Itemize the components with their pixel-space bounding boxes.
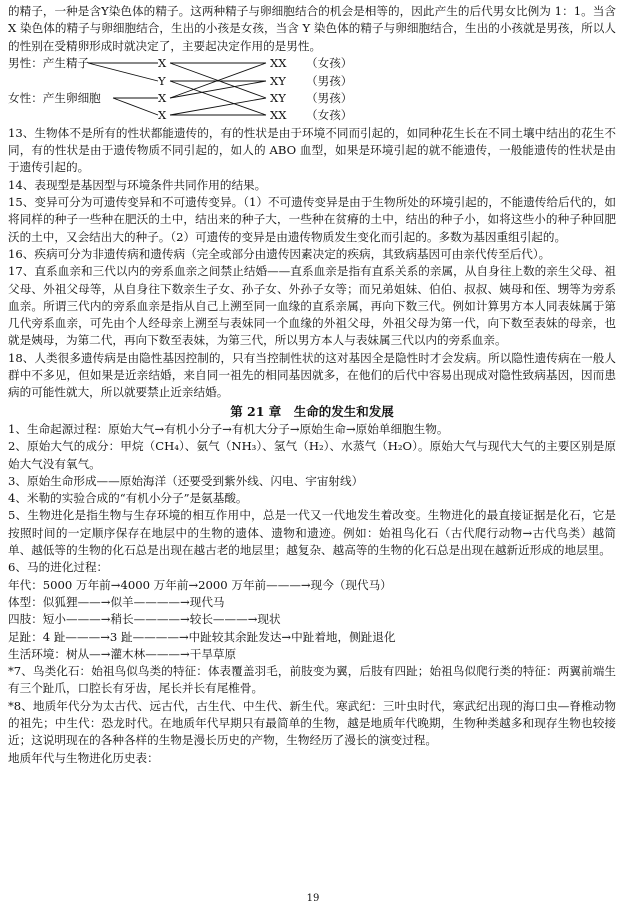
document-page — [8, 3, 616, 767]
genotype-1: XX — [270, 55, 287, 70]
paragraph-15: 15、变异可分为可遗传变异和不可遗传变异。（1）不可遗传变异是由于生物所处的环境引起的，不能遗传给后代的，如将同样的种子一些种在肥沃的土中，结出来的种子大，一些种在贫瘠的土中，结出的种子小，如将这些小的种子种回肥沃的土中，又会结出大的种子。（2）可遗传的变异是由遗传物质发生变化而引起的。多数为基因重组引起的。 — [8, 195, 616, 244]
horse-toes-line: 足趾：4 趾———→3 趾————→中趾较其余趾发达→中趾着地，侧趾退化 — [8, 629, 396, 644]
item-3: 3、原始生命形成——原始海洋（还要受到紫外线、闪电、宇宙射线） — [8, 473, 364, 488]
item-1: 1、生命起源过程：原始大气→有机小分子→有机大分子→原始生命→原始单细胞生物。 — [8, 421, 449, 436]
page-number: 19 — [306, 893, 320, 904]
egg-x-1: X — [158, 90, 167, 105]
item-2: 2、原始大气的成分：甲烷（CH₄）、氨气（NH₃）、氢气（H₂）、水蒸气（H₂O）。原始大气与现代大气的主要区别是原始大气没有氧气。 — [8, 439, 616, 471]
horse-era-line: 年代：5000 万年前→4000 万年前→2000 万年前———→现今（现代马） — [8, 577, 392, 592]
sperm-y: Y — [158, 73, 166, 88]
item-5: 5、生物进化是指生物与生存环境的相互作用中，总是一代又一代地发生着改变。生物进化的最直接证据是化石，它是按照时间的一定顺序保存在地层中的生物的遗体、遗物和遗迹。例如：始祖鸟化石（古代爬行动物→古代鸟类）越简单、越低等的生物的化石总是出现在越古老的地层里；越复杂、越高等的生物的化石总是出现在越新近形成的地层里。 — [8, 508, 616, 558]
paragraph-16: 16、疾病可分为非遗传病和遗传病（完全或部分由遗传因素决定的疾病，其致病基因可由亲代传至后代）。 — [8, 246, 551, 261]
paragraph-17: 17、直系血亲和三代以内的旁系血亲之间禁止结婚——直系血亲是指有直系关系的亲属，从自身往上数的亲生父母、祖父母、外祖父母等，从自身往下数亲生子女、孙子女、外孙子女等；而兄弟姐妹、伯伯、叔叔、姨母和侄、甥等为旁系血亲。所谓三代内的旁系血亲是指从自己上溯至同一血缘的直系亲属，再向下数三代。例如计算男方本人同表妹属于第几代旁系血亲，可先由个人经母亲上溯至与表妹同一个血缘的外祖父母，外祖父母为第一代，向下数至表妹的母亲，也就是姨母，为第二代，再向下数至表妹，为第三代，所以男方本人与表妹属三代以内的旁系血亲。 — [8, 264, 616, 348]
male-label: 男性：产生精子 — [8, 55, 90, 70]
paragraph-sex-ratio: 的精子，一种是含Y染色体的精子。这两种精子与卵细胞结合的机会是相等的，因此产生的后代男女比例为 1：1。当含 X 染色体的精子与卵细胞结合，生出的小孩是女孩，当含 Y 染色体的精子与卵细胞结合，生出的小孩就是男孩，所以人的性别在受精卵形成时就决定了，主要起决定作用的是男性。 — [8, 4, 616, 53]
sex-4: （女孩） — [306, 107, 353, 122]
egg-x-2: X — [158, 107, 167, 122]
table-caption: 地质年代与生物进化历史表： — [8, 750, 159, 765]
horse-body-line: 体型：似狐狸——→似羊————→现代马 — [8, 594, 225, 609]
sex-1: （女孩） — [306, 55, 353, 70]
sperm-x: X — [158, 55, 167, 70]
sex-2: （男孩） — [306, 73, 353, 88]
horse-limbs-line: 四肢：短小———→稍长————→较长———→现状 — [8, 612, 281, 627]
genotype-3: XY — [270, 90, 286, 105]
item-8: *8、地质年代分为太古代、远古代，古生代、中生代、新生代。寒武纪：三叶虫时代，寒武纪出现的海口虫—脊椎动物的祖先；中生代：恐龙时代。在地质年代早期只有最简单的生物，越是地质年代晚期，生物种类越多和现存生物也较接近；这说明现在的各种各样的生物是漫长历史的产物，生物经历了漫长的演变过程。 — [8, 698, 616, 748]
item-6: 6、马的进化过程： — [8, 560, 109, 575]
chapter-heading: 第 21 章 生命的发生和发展 — [230, 403, 394, 419]
sex-determination-diagram — [8, 55, 616, 125]
female-label: 女性：产生卵细胞 — [8, 90, 101, 105]
genotype-2: XY — [270, 73, 286, 88]
paragraph-18: 18、人类很多遗传病是由隐性基因控制的，只有当控制性状的这对基因全是隐性时才会发病。所以隐性遗传病在一般人群中不多见，但如果是近亲结婚，来自同一祖先的相同基因就多，在他们的后代中容易出现成对隐性致病基因，因而患病的可能性就大，所以就要禁止近亲结婚。 — [8, 350, 616, 400]
horse-habitat-line: 生活环境：树从—→灌木林———→干旱草原 — [8, 646, 237, 661]
genotype-4: XX — [270, 107, 287, 122]
paragraph-14: 14、表现型是基因型与环境条件共同作用的结果。 — [8, 177, 267, 192]
item-4: 4、米勒的实验合成的“有机小分子”是氨基酸。 — [8, 491, 248, 506]
item-7: *7、鸟类化石：始祖鸟似鸟类的特征：体表覆盖羽毛，前肢变为翼，后肢有四趾；始祖鸟似爬行类的特征：两翼前端生有三个趾爪，口腔长有牙齿，尾长并长有尾椎骨。 — [8, 664, 616, 696]
sex-3: （男孩） — [306, 90, 353, 105]
paragraph-13: 13、生物体不是所有的性状都能遗传的，有的性状是由于环境不同而引起的，如同种花生长在不同土壤中结出的花生不同，有的性状是由于遗传物质不同引起的，如人的 ABO 血型，如果是环境引起的就不能遗传，一般能遗传的性状是由于遗传引起的。 — [8, 125, 616, 175]
